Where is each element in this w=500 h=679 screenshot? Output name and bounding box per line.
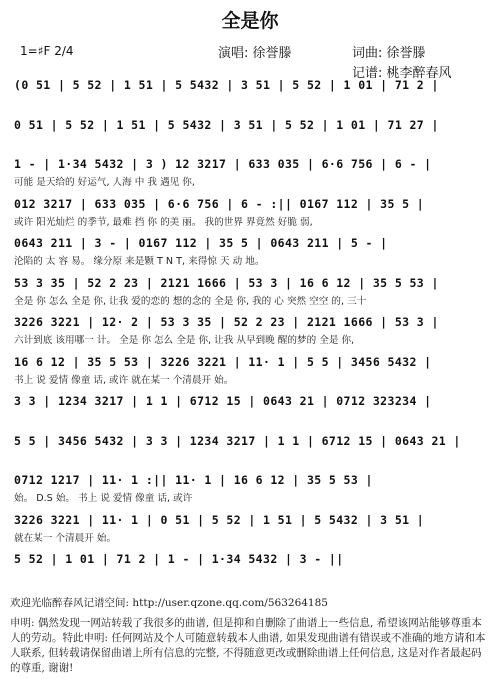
song-title: 全是你 [221, 10, 279, 32]
notation-line: 012 3217 | 633 035 | 6·6 756 | 6 - :|| 0167 112 | 35 5 | [14, 196, 425, 211]
score-row [14, 236, 490, 276]
space-link[interactable]: 欢迎光临醉春风记谱空间: http://user.qzone.qq.com/563264185 [10, 597, 328, 609]
notation-line: 5 5 | 3456 5432 | 3 3 | 1234 3217 | 1 1 | 6712 15 | 0643 21 | [14, 433, 461, 448]
notation-line: 0643 211 | 3 - | 0167 112 | 35 5 | 0643 211 | 5 - | [14, 236, 388, 250]
score-row [14, 434, 490, 474]
score-row [14, 355, 490, 395]
lyrics-line: 书上 说 爱情 像童 话, 或许 就在某一 个清晨开 始。 [14, 374, 234, 386]
notation-line: 0 51 | 5 52 | 1 51 | 5 5432 | 3 51 | 5 52 | 1 01 | 71 27 | [14, 117, 439, 132]
notation-line: 5 52 | 1 01 | 71 2 | 1 - | 1·34 5432 | 3 - || [14, 552, 344, 566]
score-row [14, 276, 490, 316]
score-row [14, 197, 490, 237]
score-row [14, 513, 490, 553]
notation-line: 3226 3221 | 11· 1 | 0 51 | 5 52 | 1 51 | 5 5432 | 3 51 | [14, 512, 425, 527]
lyricist-credit: 词曲: 徐誉滕 [352, 46, 426, 61]
notation-line: 0712 1217 | 11· 1 :|| 11· 1 | 16 6 12 | 35 5 53 | [14, 473, 373, 487]
notation-line: (0 51 | 5 52 | 1 51 | 5 5432 | 3 51 | 5 52 | 1 01 | 71 2 | [14, 78, 439, 92]
notation-line: 16 6 12 | 35 5 53 | 3226 3221 | 11· 1 | 5 5 | 3456 5432 | [14, 354, 432, 369]
key-signature: 1=♯F 2/4 [20, 44, 74, 58]
score-row [14, 118, 490, 158]
notation-line: 1 - | 1·34 5432 | 3 ) 12 3217 | 633 035 | 6·6 756 | 6 - | [14, 157, 432, 171]
lyrics-line: 始。 D.S 始。 书上 说 爱情 像童 话, 或许 [14, 493, 193, 504]
singer-credit: 演唱: 徐誉滕 [218, 46, 292, 61]
notation-line: 3 3 | 1234 3217 | 1 1 | 6712 15 | 0643 21 | 0712 323234 | [14, 394, 432, 408]
lyrics-line: 可能 是天给的 好运气, 人海 中 我 遇见 你, [14, 177, 195, 188]
score-row [14, 157, 490, 197]
lyrics-line: 全是 你 怎么 全是 你, 让我 爱的恋的 想的念的 全是 你, 我的 心 突然 空空 的, 三十 [14, 295, 367, 307]
lyrics-line: 沦陷的 太 容 易。 缘分原 来是颗 T N T, 来得惊 天 动 地。 [14, 256, 265, 267]
copyright-notice: 申明: 偶然发现一网站转载了我很多的曲谱, 但是抑和自删除了曲谱上一些信息, 希望该网站能够尊重本人的劳动。特此申明: 任何网站及个人可随意转载本人曲谱, 如果发现曲谱有错误或不准确的地方请和本人联系, 但转载请保留曲谱上所有信息的完整, 不得随意更改或删除曲谱上任何信息, 这是对作者最起码的尊重, 谢谢! [10, 617, 486, 674]
score-row [14, 552, 490, 592]
score-row [14, 78, 490, 118]
notation-line: 3226 3221 | 12· 2 | 53 3 35 | 52 2 23 | 2121 1666 | 53 3 | [14, 315, 439, 329]
lyrics-line: 或许 阳光灿烂 的季节, 最难 挡 你 的美 丽。 我的世界 界竟然 好脆 弱, [14, 216, 313, 228]
transcriber-credit: 记谱: 桃李醉春风 [352, 66, 452, 81]
notation-line: 53 3 35 | 52 2 23 | 2121 1666 | 53 3 | 16 6 12 | 35 5 53 | [14, 275, 439, 290]
score-row [14, 315, 490, 355]
score-row [14, 394, 490, 434]
score-row [14, 473, 490, 513]
lyrics-line: 就在某一 个清晨开 始。 [14, 532, 117, 544]
lyrics-line: 六计到底 该用哪一 计。 全是 你 怎么 全是 你, 让我 从早到晚 醒的梦的 全是 你, [14, 335, 355, 346]
